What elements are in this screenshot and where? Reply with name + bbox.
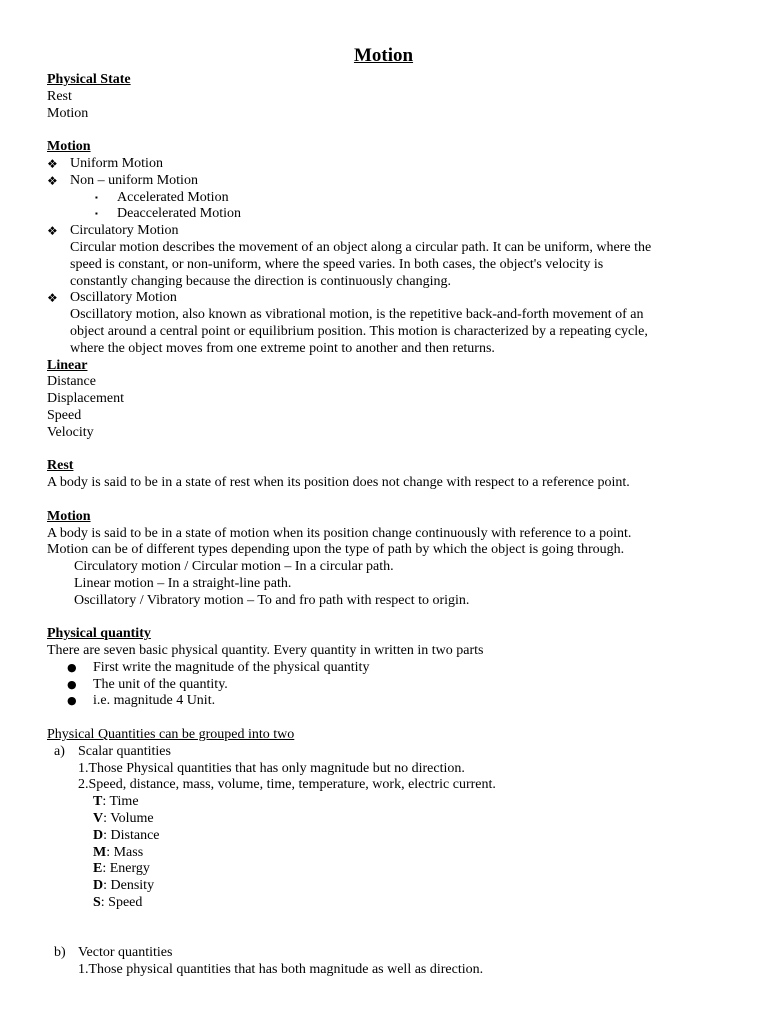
linear-item: Distance bbox=[47, 374, 96, 390]
list-item: ▪ Deaccelerated Motion bbox=[95, 206, 241, 222]
list-item: ❖ Circulatory Motion bbox=[47, 223, 179, 239]
physical-state-item: Motion bbox=[47, 105, 89, 121]
motion-definition-heading: Motion bbox=[47, 508, 91, 524]
list-item: Circulatory motion / Circular motion – In a circular path. bbox=[74, 559, 394, 575]
rest-definition: A body is said to be in a state of rest when its position does not change with respect to a reference point. bbox=[47, 475, 630, 491]
symbol-item: V: Volume bbox=[93, 811, 154, 827]
rest-heading: Rest bbox=[47, 458, 74, 474]
linear-item: Speed bbox=[47, 407, 82, 423]
round-bullet-icon: ● bbox=[67, 677, 77, 691]
scalar-point: 1.Those Physical quantities that has only magnitude but no direction. bbox=[78, 760, 465, 776]
diamond-bullet-icon: ❖ bbox=[47, 156, 58, 171]
physical-quantity-heading: Physical quantity bbox=[47, 626, 151, 642]
list-item: ▪ Accelerated Motion bbox=[95, 189, 229, 205]
symbol-item: S: Speed bbox=[93, 895, 143, 911]
symbol-item: E: Energy bbox=[93, 861, 150, 877]
linear-item: Velocity bbox=[47, 424, 94, 440]
symbol-item: D: Density bbox=[93, 878, 155, 894]
list-item: b) Vector quantities bbox=[54, 945, 173, 961]
round-bullet-icon: ● bbox=[67, 660, 77, 674]
list-item: Linear motion – In a straight-line path. bbox=[74, 575, 292, 591]
round-bullet-icon: ● bbox=[67, 694, 77, 708]
list-item: ● First write the magnitude of the physical quantity bbox=[67, 659, 370, 675]
list-item: ❖ Non – uniform Motion bbox=[47, 172, 198, 188]
diamond-bullet-icon: ❖ bbox=[47, 224, 58, 239]
list-item: ❖ Uniform Motion bbox=[47, 155, 163, 171]
symbol-list bbox=[47, 794, 720, 912]
motion-types-list bbox=[47, 559, 720, 609]
physical-quantity-intro: There are seven basic physical quantity. Every quantity in written in two parts bbox=[47, 643, 484, 659]
motion-definition-line: A body is said to be in a state of motion when its position change continuously with reference to a point. bbox=[47, 525, 632, 541]
vector-point: 1.Those physical quantities that has both magnitude as well as direction. bbox=[78, 962, 484, 978]
list-item: ● i.e. magnitude 4 Unit. bbox=[67, 693, 216, 709]
symbol-item: T: Time bbox=[93, 794, 139, 810]
diamond-bullet-icon: ❖ bbox=[47, 291, 58, 306]
physical-state-item: Rest bbox=[47, 88, 72, 104]
list-item: Oscillatory / Vibratory motion – To and fro path with respect to origin. bbox=[74, 592, 470, 608]
diamond-bullet-icon: ❖ bbox=[47, 173, 58, 188]
page-title: Motion bbox=[353, 45, 414, 66]
scalar-point: 2.Speed, distance, mass, volume, time, temperature, work, electric current. bbox=[78, 777, 496, 793]
oscillatory-description: Oscillatory motion, also known as vibrational motion, is the repetitive back-and-forth movement of an object around a central point or equilibrium position. This motion is characterized by a repeating cycle, where the object moves from one extreme point to another and then returns. bbox=[70, 307, 648, 356]
symbol-item: M: Mass bbox=[93, 844, 144, 860]
motion-types-heading: Motion bbox=[47, 139, 91, 155]
list-item: a) Scalar quantities bbox=[54, 743, 171, 759]
circulatory-description: Circular motion describes the movement of an object along a circular path. It can be uniform, where the speed is constant, or non-uniform, where the speed varies. In both cases, the object's velocity is constantly changing because the direction is continuously changing. bbox=[70, 239, 652, 289]
linear-item: Displacement bbox=[47, 391, 124, 407]
list-item: ❖ Oscillatory Motion bbox=[47, 290, 177, 306]
linear-heading: Linear bbox=[47, 357, 88, 373]
symbol-item: D: Distance bbox=[93, 827, 160, 843]
groups-heading: Physical Quantities can be grouped into two bbox=[47, 727, 295, 743]
physical-state-heading: Physical State bbox=[47, 72, 131, 87]
motion-definition-line: Motion can be of different types depending upon the type of path by which the object is going through. bbox=[47, 542, 625, 558]
list-item: ● The unit of the quantity. bbox=[67, 676, 228, 692]
